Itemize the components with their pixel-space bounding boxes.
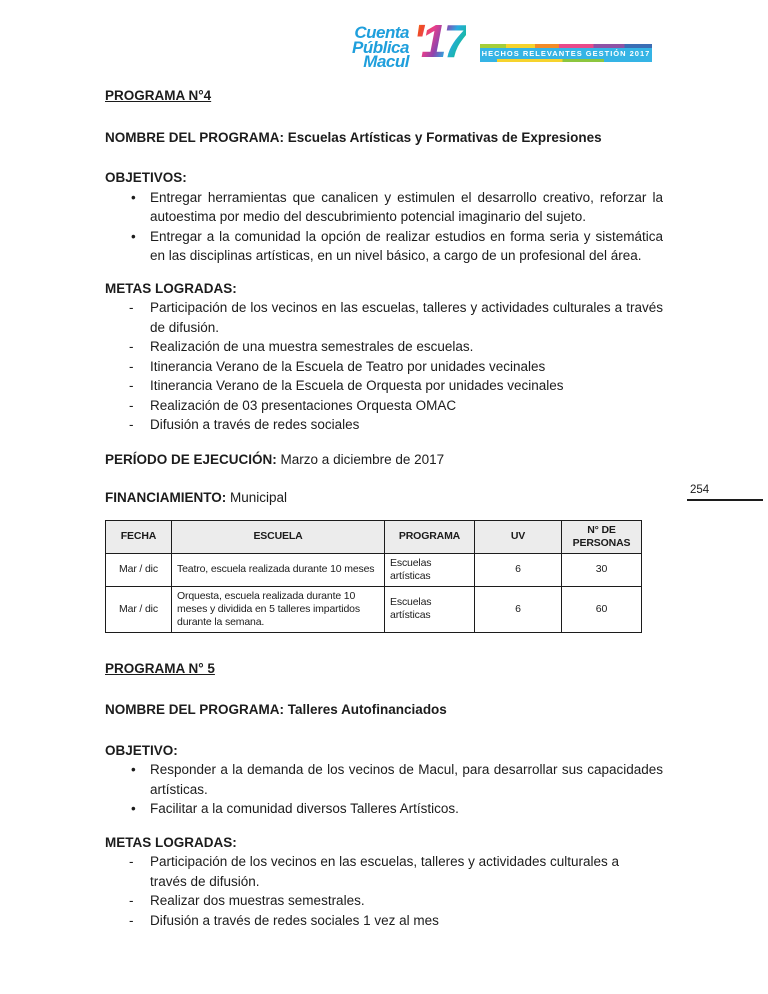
page-number-block: [687, 484, 763, 501]
program5-objectives-list: [105, 760, 663, 819]
program4-metas-heading: METAS LOGRADAS:: [105, 280, 237, 296]
program4-name-line: [105, 128, 663, 148]
table-row: [106, 586, 642, 632]
list-item: - Realización de 03 presentaciones Orquesta OMAC: [105, 396, 663, 416]
program5-objective-heading: OBJETIVO:: [105, 742, 178, 758]
program4-name-label: NOMBRE DEL PROGRAMA:: [105, 129, 285, 145]
program4-financiamiento-label: FINANCIAMIENTO:: [105, 490, 227, 505]
list-item: - Difusión a través de redes sociales 1 vez al mes: [105, 911, 663, 931]
program4-periodo-line: [105, 450, 663, 470]
cell-programa: Escuelas artísticas: [385, 553, 475, 586]
program4-objectives-heading: OBJETIVOS:: [105, 170, 187, 185]
cell-n-personas: 60: [562, 586, 642, 632]
program5-name-label: NOMBRE DEL PROGRAMA:: [105, 702, 285, 717]
cell-uv: 6: [475, 553, 562, 586]
program5-name-line: [105, 700, 663, 720]
program4-financiamiento-value: Municipal: [230, 490, 288, 505]
column-header-n-personas: N° DE PERSONAS: [562, 520, 642, 553]
column-header-uv: UV: [475, 520, 562, 553]
program5-title: PROGRAMA N° 5: [105, 660, 215, 676]
cell-uv: 6: [475, 586, 562, 632]
program4-financiamiento-line: [105, 488, 663, 508]
list-item: • Facilitar a la comunidad diversos Talleres Artísticos.: [105, 799, 663, 819]
brand-wordmark: [352, 20, 409, 70]
list-item: - Itinerancia Verano de la Escuela de Teatro por unidades vecinales: [105, 357, 663, 377]
list-item: - Realización de una muestra semestrales de escuelas.: [105, 337, 663, 357]
cell-fecha: Mar / dic: [106, 586, 172, 632]
column-header-escuela: ESCUELA: [172, 520, 385, 553]
brand-line-macul: Macul: [363, 52, 409, 71]
list-item: - Participación de los vecinos en las escuelas, talleres y actividades culturales a través de difusión.: [105, 852, 632, 891]
brand-line-cuenta: Cuenta: [354, 23, 409, 42]
table-row: [106, 553, 642, 586]
list-item: • Responder a la demanda de los vecinos de Macul, para desarrollar sus capacidades artísticas.: [105, 760, 663, 799]
document-content: [105, 86, 663, 930]
cell-programa: Escuelas artísticas: [385, 586, 475, 632]
program5-name-value: Talleres Autofinanciados: [287, 702, 447, 717]
year-17-badge: '17: [412, 15, 467, 67]
program4-objectives-list: [105, 188, 663, 266]
program4-title: PROGRAMA N°4: [105, 88, 212, 103]
list-item: - Itinerancia Verano de la Escuela de Orquesta por unidades vecinales: [105, 376, 663, 396]
cell-fecha: Mar / dic: [106, 553, 172, 586]
list-item: • Entregar a la comunidad la opción de realizar estudios en forma seria y sistemática en las disciplinas artísticas, en un nivel básico, a cargo de un profesional del área.: [105, 227, 663, 266]
column-header-programa: PROGRAMA: [385, 520, 475, 553]
column-header-fecha: FECHA: [106, 520, 172, 553]
ribbon-bottom-stripe: [480, 59, 652, 62]
list-item: - Participación de los vecinos en las escuelas, talleres y actividades culturales a través de difusión.: [105, 298, 663, 337]
program5-metas-list: [105, 852, 663, 930]
ribbon-banner: [480, 44, 652, 62]
brand-line-publica: Pública: [352, 37, 409, 57]
program4-metas-list: [105, 298, 663, 435]
cell-escuela: Teatro, escuela realizada durante 10 meses: [172, 553, 385, 586]
table-header-row: [106, 520, 642, 553]
program5-metas-heading: METAS LOGRADAS:: [105, 834, 237, 850]
page-number-rule: [687, 499, 763, 501]
program4-periodo-value: Marzo a diciembre de 2017: [280, 451, 445, 467]
program4-name-value: Escuelas Artísticas y Formativas de Expresiones: [287, 129, 602, 145]
cell-escuela: Orquesta, escuela realizada durante 10 meses y dividida en 5 talleres impartidos durante la semana.: [172, 586, 385, 632]
list-item: • Entregar herramientas que canalicen y estimulen el desarrollo creativo, reforzar la autoestima por medio del descubrimiento potencial imaginario del sujeto.: [105, 188, 663, 227]
page-number: 254: [690, 484, 710, 496]
list-item: - Difusión a través de redes sociales: [105, 415, 663, 435]
cell-n-personas: 30: [562, 553, 642, 586]
ribbon-text: HECHOS RELEVANTES GESTIÓN 2017: [481, 49, 651, 58]
program4-periodo-label: PERÍODO DE EJECUCIÓN:: [105, 451, 277, 467]
list-item: - Realizar dos muestras semestrales.: [105, 891, 663, 911]
header-logo: [352, 15, 467, 71]
program4-results-table: [105, 520, 642, 633]
